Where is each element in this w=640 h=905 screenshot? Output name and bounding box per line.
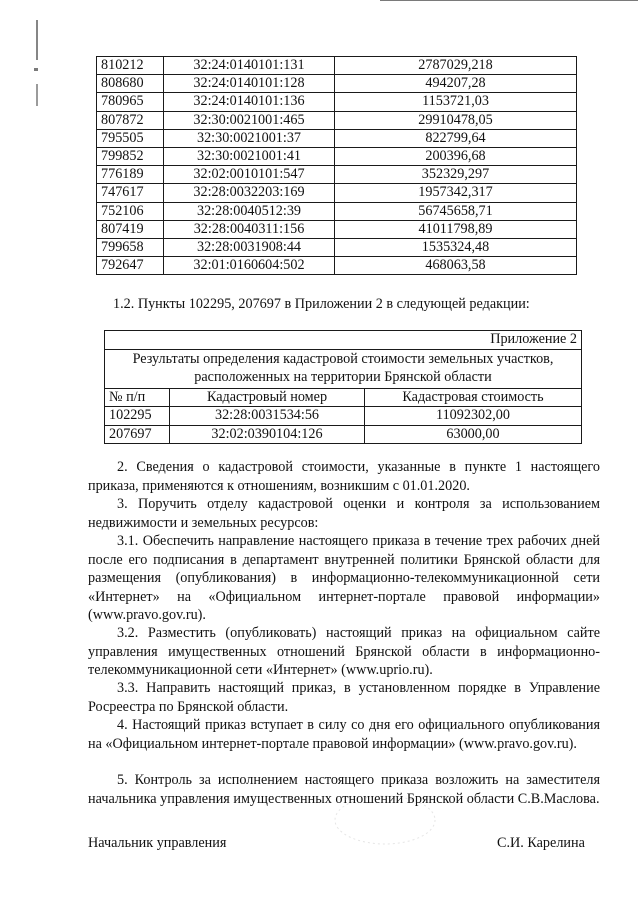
table-row xyxy=(97,257,577,275)
table-row xyxy=(97,184,577,202)
row-cadastral-number: 32:28:0032203:169 xyxy=(164,184,335,202)
paragraph-3-2: 3.2. Разместить (опубликовать) настоящий приказ на официальном сайте управления имущественных отношений Брянской области в информационно-телекоммуникационной сети «Интернет» (www.uprio.ru). xyxy=(88,625,600,678)
header-number: № п/п xyxy=(105,388,170,407)
table-row xyxy=(97,220,577,238)
row-cadastral-number: 32:02:0010101:547 xyxy=(164,166,335,184)
row-cadastral-value: 11092302,00 xyxy=(365,407,582,426)
table-row xyxy=(97,129,577,147)
row-cadastral-number: 32:24:0140101:136 xyxy=(164,93,335,111)
row-cadastral-value: 822799,64 xyxy=(335,129,577,147)
table-row xyxy=(97,111,577,129)
row-cadastral-value: 352329,297 xyxy=(335,166,577,184)
table-row xyxy=(105,407,582,426)
appendix-2-table xyxy=(104,330,582,444)
row-cadastral-value: 29910478,05 xyxy=(335,111,577,129)
row-id: 810212 xyxy=(97,57,164,75)
row-cadastral-value: 1957342,317 xyxy=(335,184,577,202)
row-id: 207697 xyxy=(105,425,170,444)
row-cadastral-number: 32:28:0031908:44 xyxy=(164,238,335,256)
row-cadastral-value: 200396,68 xyxy=(335,147,577,165)
row-id: 102295 xyxy=(105,407,170,426)
binding-hole-marks-lower xyxy=(34,68,38,71)
row-cadastral-value: 1535324,48 xyxy=(335,238,577,256)
table-row xyxy=(97,57,577,75)
header-cadastral-value: Кадастровая стоимость xyxy=(365,388,582,407)
table-row xyxy=(97,75,577,93)
row-cadastral-value: 468063,58 xyxy=(335,257,577,275)
stamp-smudge xyxy=(330,790,440,850)
paragraph-5: 5. Контроль за исполнением настоящего приказа возложить на заместителя начальника управления имущественных отношений Брянской области С.В.Маслова. xyxy=(88,772,600,807)
row-cadastral-value: 2787029,218 xyxy=(335,57,577,75)
binding-hole-marks-bottom xyxy=(36,84,38,106)
row-id: 808680 xyxy=(97,75,164,93)
row-cadastral-value: 63000,00 xyxy=(365,425,582,444)
signature-position: Начальник управления xyxy=(88,835,227,851)
row-cadastral-value: 1153721,03 xyxy=(335,93,577,111)
row-cadastral-number: 32:28:0031534:56 xyxy=(170,407,365,426)
table-row xyxy=(97,202,577,220)
row-cadastral-number: 32:01:0160604:502 xyxy=(164,257,335,275)
row-cadastral-number: 32:30:0021001:37 xyxy=(164,129,335,147)
row-id: 807872 xyxy=(97,111,164,129)
row-cadastral-value: 494207,28 xyxy=(335,75,577,93)
signature-name: С.И. Карелина xyxy=(497,835,585,851)
header-cadastral-number: Кадастровый номер xyxy=(170,388,365,407)
cadastral-value-table-body xyxy=(97,57,577,275)
row-id: 747617 xyxy=(97,184,164,202)
row-id: 807419 xyxy=(97,220,164,238)
row-cadastral-number: 32:24:0140101:131 xyxy=(164,57,335,75)
row-cadastral-number: 32:30:0021001:41 xyxy=(164,147,335,165)
appendix-title-row xyxy=(105,349,582,388)
cadastral-value-table xyxy=(96,56,577,275)
row-id: 792647 xyxy=(97,257,164,275)
row-id: 795505 xyxy=(97,129,164,147)
row-cadastral-number: 32:28:0040311:156 xyxy=(164,220,335,238)
paragraph-2: 2. Сведения о кадастровой стоимости, указанные в пункте 1 настоящего приказа, применяются к отношениям, возникшим с 01.01.2020. xyxy=(88,459,600,494)
appendix-label-row xyxy=(105,331,582,350)
table-row xyxy=(97,147,577,165)
appendix-header-row xyxy=(105,388,582,407)
paragraph-4: 4. Настоящий приказ вступает в силу со дня его официального опубликования на «Официальном интернет-портале правовой информации» (www.pravo.gov.ru). xyxy=(88,717,600,752)
binding-hole-marks xyxy=(36,20,38,60)
row-id: 780965 xyxy=(97,93,164,111)
row-cadastral-number: 32:28:0040512:39 xyxy=(164,202,335,220)
table-row xyxy=(97,238,577,256)
row-id: 776189 xyxy=(97,166,164,184)
paragraph-3: 3. Поручить отделу кадастровой оценки и контроля за использованием недвижимости и земельных ресурсов: xyxy=(88,496,600,531)
row-cadastral-value: 41011798,89 xyxy=(335,220,577,238)
row-id: 799658 xyxy=(97,238,164,256)
row-cadastral-number: 32:02:0390104:126 xyxy=(170,425,365,444)
row-cadastral-value: 56745658,71 xyxy=(335,202,577,220)
appendix-label: Приложение 2 xyxy=(105,331,582,350)
paragraph-3-1: 3.1. Обеспечить направление настоящего приказа в течение трех рабочих дней после его подписания в департамент внутренней политики Брянской области для размещения (опубликования) в информационно-телекоммуникационной сети «Интернет» на «Официальном интернет-портале правовой информации» (www.pravo.gov.ru). xyxy=(88,533,600,623)
section-1-2: 1.2. Пункты 102295, 207697 в Приложении 2 в следующей редакции: xyxy=(113,296,530,312)
row-id: 752106 xyxy=(97,202,164,220)
appendix-title: Результаты определения кадастровой стоимости земельных участков, расположенных на территории Брянской области xyxy=(105,349,582,388)
row-cadastral-number: 32:30:0021001:465 xyxy=(164,111,335,129)
table-row xyxy=(97,166,577,184)
row-id: 799852 xyxy=(97,147,164,165)
table-row xyxy=(105,425,582,444)
table-row xyxy=(97,93,577,111)
top-edge-line xyxy=(380,0,638,1)
row-cadastral-number: 32:24:0140101:128 xyxy=(164,75,335,93)
paragraph-3-3: 3.3. Направить настоящий приказ, в установленном порядке в Управление Росреестра по Брянской области. xyxy=(88,680,600,715)
